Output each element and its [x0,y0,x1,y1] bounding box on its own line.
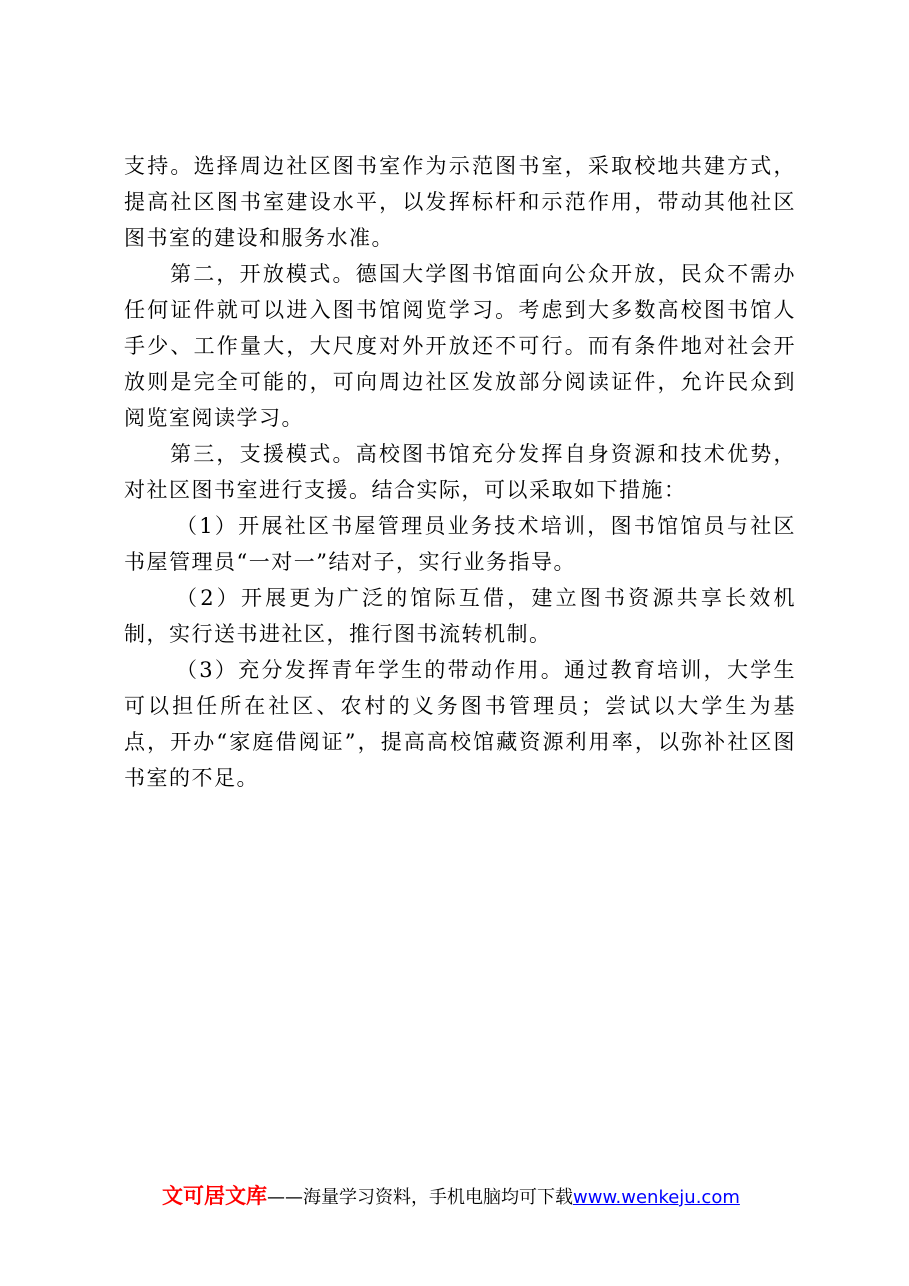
paragraph-open-mode: 第二，开放模式。德国大学图书馆面向公众开放，民众不需办任何证件就可以进入图书馆阅览学习。考虑到大多数高校图书馆人手少、工作量大，大尺度对外开放还不可行。而有条件地对社会开放则是完全可能的，可向周边社区发放部分阅读证件，允许民众到阅览室阅读学习。 [124,262,796,430]
list-item-1: （1）开展社区书屋管理员业务技术培训，图书馆馆员与社区书屋管理员“一对一”结对子，实行业务指导。 [124,514,796,574]
brand-name: 文可居文库 [162,1184,267,1208]
website-link[interactable]: www.wenkeju.com [573,1187,740,1208]
footer-slogan: ——海量学习资料，手机电脑均可下载 [267,1187,573,1208]
paragraph-support-mode: 第三，支援模式。高校图书馆充分发挥自身资源和技术优势，对社区图书室进行支援。结合实际，可以采取如下措施： [124,442,796,502]
footer-banner [162,1180,782,1212]
document-body [124,148,796,796]
list-item-2: （2）开展更为广泛的馆际互借，建立图书资源共享长效机制，实行送书进社区，推行图书流转机制。 [124,586,796,646]
paragraph-continuation: 支持。选择周边社区图书室作为示范图书室，采取校地共建方式，提高社区图书室建设水平，以发挥标杆和示范作用，带动其他社区图书室的建设和服务水准。 [124,154,796,250]
list-item-3: （3）充分发挥青年学生的带动作用。通过教育培训，大学生可以担任所在社区、农村的义务图书管理员；尝试以大学生为基点，开办“家庭借阅证”，提高高校馆藏资源利用率，以弥补社区图书室的不足。 [124,658,796,790]
